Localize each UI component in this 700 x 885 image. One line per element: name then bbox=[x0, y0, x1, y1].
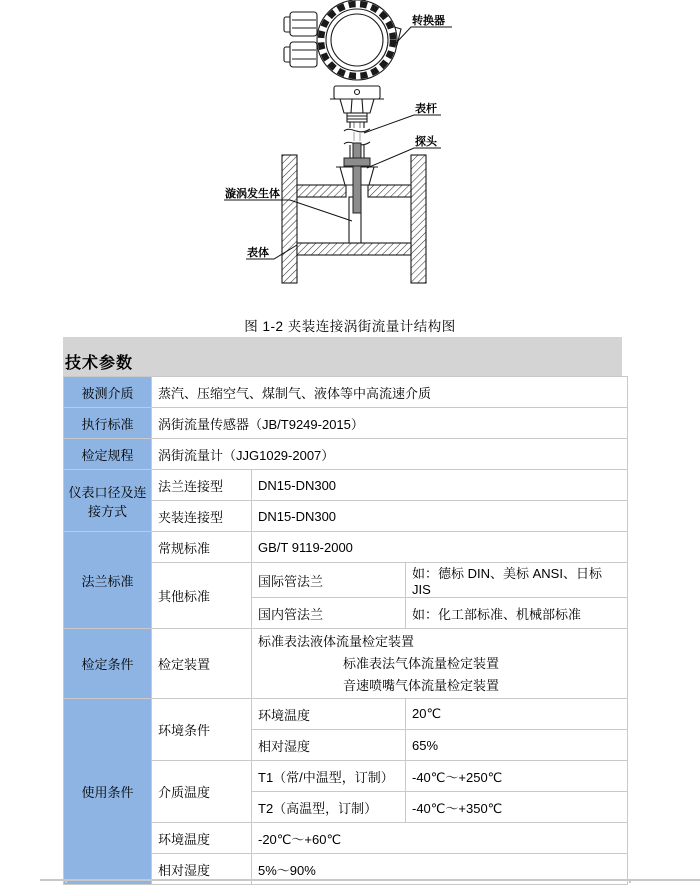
table-row bbox=[64, 470, 628, 501]
table-row bbox=[64, 439, 628, 470]
param-label-cell: 检定规程 bbox=[64, 439, 152, 470]
param-sublabel-cell: 常规标准 bbox=[152, 532, 252, 563]
table-row bbox=[64, 629, 628, 699]
param-value-cell: DN15-DN300 bbox=[252, 501, 628, 532]
transmitter-head bbox=[284, 0, 401, 122]
device-line: 标准表法气体流量检定装置 bbox=[343, 655, 500, 671]
param-label-cell: 使用条件 bbox=[64, 699, 152, 885]
section-title: 技术参数 bbox=[65, 355, 134, 372]
param-subsublabel-cell: 国际管法兰 bbox=[252, 563, 406, 598]
param-sublabel-cell: 环境条件 bbox=[152, 699, 252, 761]
table-row bbox=[64, 377, 628, 408]
param-value-cell: 如：德标 DIN、美标 ANSI、日标 JIS bbox=[406, 563, 628, 598]
device-line: 标准表法液体流量检定装置 bbox=[258, 633, 415, 649]
table-row bbox=[64, 699, 628, 730]
param-value-cell: -40℃～+250℃ bbox=[406, 761, 628, 792]
param-subsublabel-cell: T1（常/中温型，订制） bbox=[252, 761, 406, 792]
figure-diagram bbox=[0, 0, 700, 312]
param-value-cell: GB/T 9119-2000 bbox=[252, 532, 628, 563]
label-meter-body: 表体 bbox=[247, 247, 269, 259]
param-sublabel-cell: 其他标准 bbox=[152, 563, 252, 629]
param-subsublabel-cell: T2（高温型，订制） bbox=[252, 792, 406, 823]
page-cut-line bbox=[40, 879, 700, 881]
param-value-cell: 65% bbox=[406, 730, 628, 761]
figure-caption: 图 1-2 夹装连接涡街流量计结构图 bbox=[244, 319, 456, 334]
table-row bbox=[64, 532, 628, 563]
param-value-cell bbox=[252, 629, 628, 699]
param-value-cell: -40℃～+350℃ bbox=[406, 792, 628, 823]
param-label-cell: 法兰标准 bbox=[64, 532, 152, 629]
param-value-cell: DN15-DN300 bbox=[252, 470, 628, 501]
section-header-bar bbox=[63, 337, 622, 376]
param-value-cell: 5%～90% bbox=[252, 854, 628, 885]
param-sublabel-cell: 环境温度 bbox=[152, 823, 252, 854]
param-sublabel-cell: 法兰连接型 bbox=[152, 470, 252, 501]
param-subsublabel-cell: 相对湿度 bbox=[252, 730, 406, 761]
param-label-cell: 被测介质 bbox=[64, 377, 152, 408]
param-label-cell: 执行标准 bbox=[64, 408, 152, 439]
param-sublabel-cell: 检定装置 bbox=[152, 629, 252, 699]
param-value-cell: 涡街流量计（JJG1029-2007） bbox=[152, 439, 628, 470]
param-sublabel-cell: 介质温度 bbox=[152, 761, 252, 823]
param-label-cell: 仪表口径及连接方式 bbox=[64, 470, 152, 532]
param-sublabel-cell: 相对湿度 bbox=[152, 854, 252, 885]
device-line: 音速喷嘴气体流量检定装置 bbox=[343, 677, 500, 693]
param-subsublabel-cell: 国内管法兰 bbox=[252, 598, 406, 629]
table-row bbox=[64, 408, 628, 439]
label-probe: 探头 bbox=[415, 136, 437, 148]
params-table bbox=[63, 376, 628, 885]
param-value-cell: 蒸汽、压缩空气、煤制气、液体等中高流速介质 bbox=[152, 377, 628, 408]
param-value-cell: 如：化工部标准、机械部标准 bbox=[406, 598, 628, 629]
param-sublabel-cell: 夹装连接型 bbox=[152, 501, 252, 532]
param-subsublabel-cell: 环境温度 bbox=[252, 699, 406, 730]
param-value-cell: 涡街流量传感器（JB/T9249-2015） bbox=[152, 408, 628, 439]
vortex-flowmeter-drawing bbox=[0, 0, 700, 312]
param-value-cell: 20℃ bbox=[406, 699, 628, 730]
label-vortex-body: 漩涡发生体 bbox=[225, 188, 280, 200]
label-converter: 转换器 bbox=[412, 15, 445, 27]
param-label-cell: 检定条件 bbox=[64, 629, 152, 699]
param-value-cell: -20℃～+60℃ bbox=[252, 823, 628, 854]
label-rod: 表杆 bbox=[415, 103, 437, 115]
